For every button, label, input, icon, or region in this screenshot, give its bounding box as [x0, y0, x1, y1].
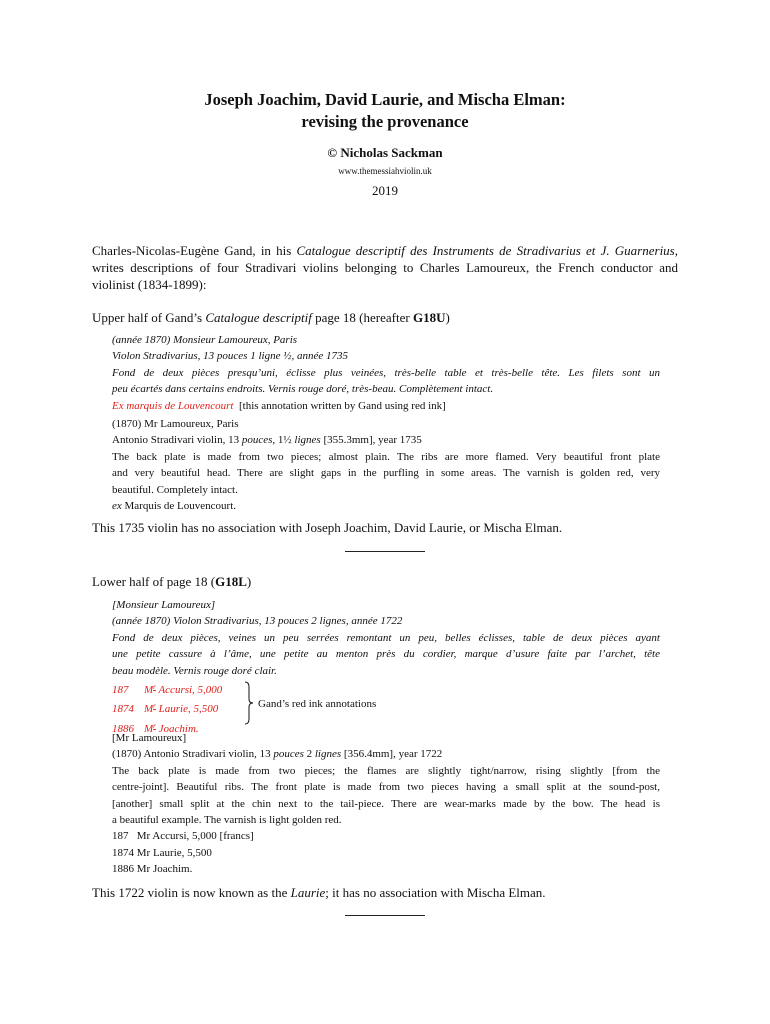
english-line: a beautiful example. The varnish is light golden red.	[112, 814, 342, 827]
text-italic: lignes	[294, 434, 321, 447]
red-year: 187	[112, 684, 129, 696]
intro-text-end: , writes descriptions of four Stradivari violins belonging to Charles Lamoureux, the French conductor and violinist (1834-1899):	[92, 243, 678, 292]
lower-english-translation	[112, 730, 660, 878]
red-sup: r	[153, 721, 156, 730]
right-brace	[244, 681, 254, 725]
english-line: and very beautiful head. There are slight gaps in the purfling in some areas. The varnish is golden red, very	[112, 467, 660, 480]
website: www.themessiahviolin.uk	[338, 166, 432, 176]
french-line: Fond de deux pièces presqu’uni, éclisse plus veinées, très-belle table et très-belle tête. Les filets sont un	[112, 366, 660, 379]
text: Antonio Stradivari violin, 13	[112, 434, 242, 447]
heading-text: Upper half of Gand’s	[92, 310, 206, 325]
title-line-2: revising the provenance	[301, 112, 469, 131]
text: ; it has no association with Mischa Elman.	[325, 885, 546, 900]
heading-code: G18L	[215, 574, 247, 589]
text-italic: Laurie	[290, 885, 326, 900]
french-line: [Monsieur Lamoureux]	[112, 599, 216, 611]
red-text: M	[144, 722, 154, 735]
year: 2019	[372, 183, 398, 198]
intro-paragraph	[92, 242, 678, 293]
text: [355.3mm], year 1735	[320, 434, 422, 447]
english-line: [Mr Lamoureux]	[112, 732, 187, 744]
text-italic: ex	[112, 500, 122, 513]
section-divider	[345, 915, 425, 916]
english-line: The back plate is made from two pieces; the flames are slightly tight/narrow, rising slightly [from the	[112, 764, 660, 777]
title-line-1: Joseph Joachim, David Laurie, and Mischa Elman:	[204, 90, 566, 109]
lower-conclusion	[92, 884, 678, 901]
red-annotation-label: Gand’s red ink annotations	[258, 698, 377, 710]
heading-italic: Catalogue descriptif	[205, 310, 312, 325]
red-text: Accursi, 5,000	[155, 684, 223, 696]
red-text: Laurie, 5,500	[155, 703, 219, 716]
english-line	[112, 498, 660, 514]
red-year: 1886	[112, 722, 134, 735]
french-line: peu écartés dans certains endroits. Vernis rouge doré, très-beau. Complètement intact.	[112, 383, 494, 396]
upper-french-quote	[112, 332, 660, 398]
red-text: M	[144, 703, 154, 716]
red-year: 1874	[112, 703, 134, 716]
english-line	[112, 746, 660, 762]
upper-conclusion: This 1735 violin has no association with Joseph Joachim, David Laurie, or Mischa Elman.	[92, 520, 563, 535]
french-line: Fond de deux pièces, veines un peu serrées remontant un peu, belles éclisses, table de deux pièces ayant	[112, 631, 660, 644]
english-line: beautiful. Completely intact.	[112, 483, 238, 496]
heading-text-end: )	[246, 574, 252, 589]
heading-text-end: )	[445, 310, 450, 325]
heading-text: Lower half of page 18 (	[92, 574, 216, 589]
french-line: beau modèle. Vernis rouge doré clair.	[112, 664, 277, 677]
english-line: The back plate is made from two pieces; almost plain. The ribs are more flamed. Very beautiful front plate	[112, 450, 660, 463]
text-italic: pouces	[241, 434, 273, 447]
text: Marquis de Louvencourt.	[121, 500, 237, 513]
lower-section-heading	[92, 573, 678, 590]
french-line: Violon Stradivarius, 13 pouces 1 ligne ½, année 1735	[112, 350, 348, 363]
red-ink-note: Ex marquis de Louvencourt	[112, 400, 234, 412]
red-text: M	[144, 684, 154, 696]
english-line: 1886 Mr Joachim.	[112, 863, 193, 876]
text-italic: pouces	[273, 748, 304, 761]
intro-text-start: Charles-Nicolas-Eugène Gand, in his	[92, 243, 297, 258]
upper-red-note-line	[112, 398, 660, 414]
text: , 1½	[272, 434, 295, 447]
red-sup: r	[153, 683, 156, 691]
upper-english-translation	[112, 416, 660, 514]
english-line	[112, 432, 660, 448]
red-text: Joachim.	[155, 722, 199, 735]
catalogue-title: Catalogue descriptif des Instruments de Stradivarius et J. Guarnerius	[296, 243, 675, 258]
red-note-comment: [this annotation written by Gand using red ink]	[239, 400, 446, 412]
english-line: 1874 Mr Laurie, 5,500	[112, 846, 212, 859]
red-sup: r	[153, 702, 156, 711]
heading-code: G18U	[412, 310, 446, 325]
text: (1870) Antonio Stradivari violin, 13	[112, 748, 274, 761]
text-italic: lignes	[314, 748, 342, 761]
french-line: une petite cassure à l’âme, une petite au menton près du cordier, marque d’usure faite par l’archet, tête	[112, 648, 660, 661]
upper-section-heading	[92, 309, 678, 326]
english-line: centre-joint]. Beautiful ribs. The front plate is made from two pieces having a small split at the sound-post,	[112, 781, 660, 794]
author: © Nicholas Sackman	[327, 145, 443, 160]
text: This 1722 violin is now known as the	[92, 885, 291, 900]
french-line: (année 1870) Monsieur Lamoureux, Paris	[112, 334, 298, 346]
text: [356.4mm], year 1722	[341, 748, 443, 761]
french-line: (année 1870) Violon Stradivarius, 13 pouces 2 lignes, année 1722	[112, 615, 403, 628]
english-line: 187 Mr Accursi, 5,000 [francs]	[112, 830, 254, 843]
english-line: [another] small split at the chin next to the tail-piece. There are wear-marks made by the bow. The head is	[112, 797, 660, 810]
text: 2	[303, 748, 315, 761]
lower-french-quote	[112, 597, 660, 679]
heading-text-mid: page 18 (hereafter	[311, 310, 413, 325]
section-divider	[345, 551, 425, 552]
english-line: (1870) Mr Lamoureux, Paris	[112, 418, 239, 430]
